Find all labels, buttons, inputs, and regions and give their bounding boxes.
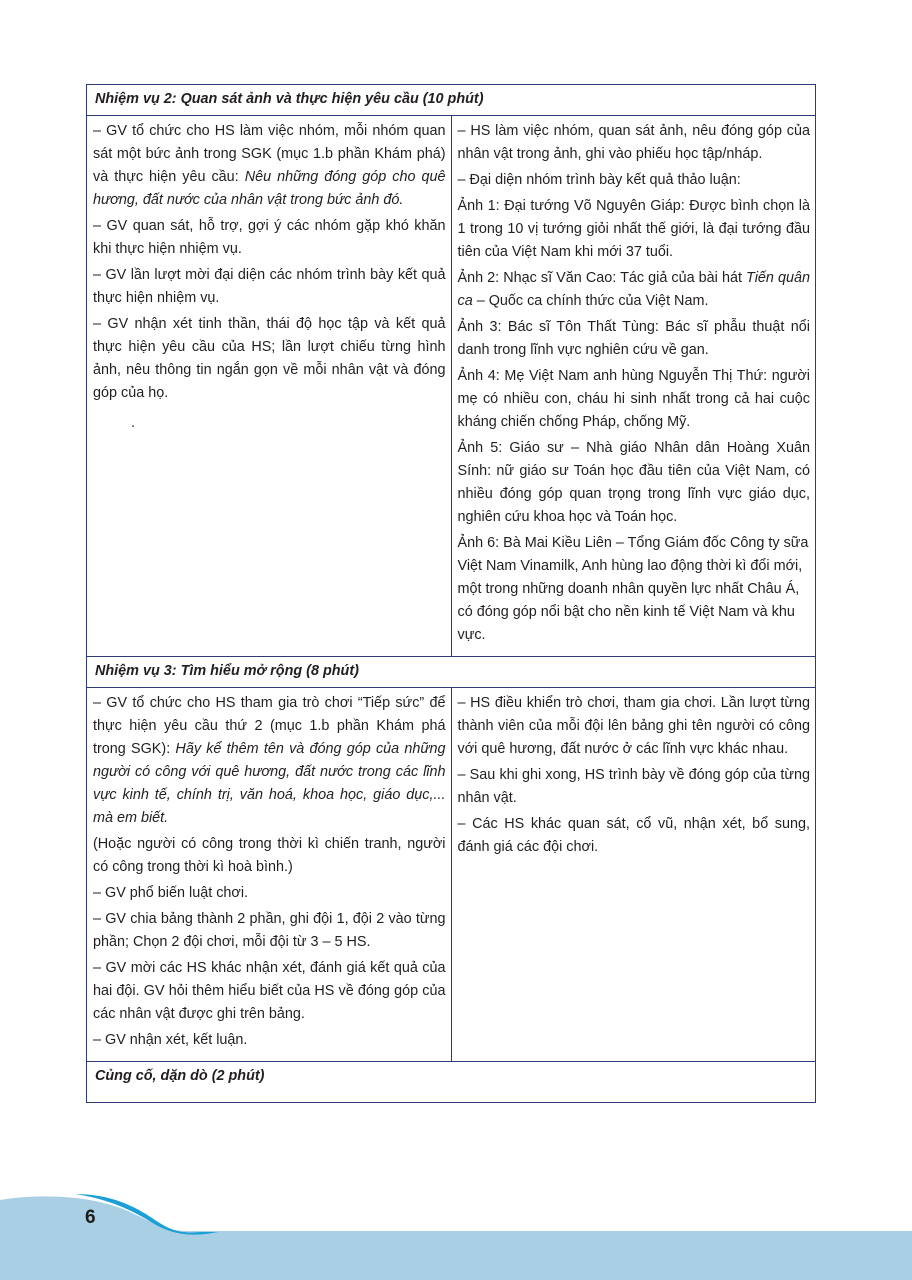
task3-teacher-para-6: – GV nhận xét, kết luận.: [93, 1032, 248, 1048]
task2-teacher-para-4: – GV nhận xét tinh thần, thái độ học tập và kết quả thực hiện yêu cầu của HS; lần lượt chiếu từng hình ảnh, nêu thông tin ngắn gọn về mỗi nhân vật và đóng góp của họ.: [93, 316, 446, 401]
footer-wave-decoration: [0, 1180, 912, 1280]
task3-teacher-cell: [87, 688, 452, 1062]
task3-heading-row: [87, 657, 816, 688]
wrapup-heading-row: [87, 1062, 816, 1103]
task2-content-row: [87, 116, 816, 657]
task3-student-para-3: – Các HS khác quan sát, cổ vũ, nhận xét, bổ sung, đánh giá các đội chơi.: [457, 816, 810, 855]
task2-teacher-para-1: – GV tổ chức cho HS làm việc nhóm, mỗi nhóm quan sát một bức ảnh trong SGK (mục 1.b phần Khám phá) và thực hiện yêu cầu: Nêu những đóng góp cho quê hương, đất nước của nhân vật trong bức ảnh đó.: [93, 123, 446, 208]
task3-teacher-para-2: (Hoặc người có công trong thời kì chiến tranh, người có công trong thời kì hoà bình.): [93, 836, 446, 875]
task2-student-para-6: Ảnh 4: Mẹ Việt Nam anh hùng Nguyễn Thị Thứ: người mẹ có nhiều con, cháu hi sinh nhất trong cả hai cuộc kháng chiến chống Pháp, chống Mỹ.: [457, 368, 810, 430]
task3-teacher-para-1: – GV tổ chức cho HS tham gia trò chơi “Tiếp sức” để thực hiện yêu cầu thứ 2 (mục 1.b phần Khám phá trong SGK): Hãy kể thêm tên và đóng góp của những người có công với quê hương, đất nước trong các lĩnh vực kinh tế, chính trị, văn hoá, khoa học, giáo dục,... mà em biết.: [93, 695, 446, 826]
task3-content-row: [87, 688, 816, 1062]
task2-student-para-3: Ảnh 1: Đại tướng Võ Nguyên Giáp: Được bình chọn là 1 trong 10 vị tướng giỏi nhất thế giới, là đại tướng đầu tiên của Việt Nam khi mới 37 tuổi.: [457, 198, 810, 260]
task3-teacher-para-5: – GV mời các HS khác nhận xét, đánh giá kết quả của hai đội. GV hỏi thêm hiểu biết của HS về đóng góp của các nhân vật được ghi trên bảng.: [93, 960, 446, 1022]
task2-heading-row: [87, 85, 816, 116]
page-number: 6: [85, 1207, 96, 1228]
task2-teacher-cell: [87, 116, 452, 657]
task3-heading: Nhiệm vụ 3: Tìm hiểu mở rộng (8 phút): [87, 657, 816, 688]
task2-student-para-1: – HS làm việc nhóm, quan sát ảnh, nêu đóng góp của nhân vật trong ảnh, ghi vào phiếu học tập/nháp.: [457, 123, 810, 162]
task2-student-para-2: – Đại diện nhóm trình bày kết quả thảo luận:: [457, 172, 741, 188]
task3-student-cell: [451, 688, 816, 1062]
task3-student-para-2: – Sau khi ghi xong, HS trình bày về đóng góp của từng nhân vật.: [457, 767, 810, 806]
wrapup-heading: Củng cố, dặn dò (2 phút): [87, 1062, 816, 1103]
task2-student-para-5: Ảnh 3: Bác sĩ Tôn Thất Tùng: Bác sĩ phẫu thuật nổi danh trong lĩnh vực nghiên cứu về gan.: [457, 319, 810, 358]
task2-teacher-para-2: – GV quan sát, hỗ trợ, gợi ý các nhóm gặp khó khăn khi thực hiện nhiệm vụ.: [93, 218, 446, 257]
task2-student-para-8: Ảnh 6: Bà Mai Kiều Liên – Tổng Giám đốc Công ty sữa Việt Nam Vinamilk, Anh hùng lao động thời kì đổi mới, một trong những doanh nhân quyền lực nhất Châu Á, có đóng góp nổi bật cho nền kinh tế Việt Nam và khu vực.: [457, 535, 809, 643]
lesson-activity-table: [86, 84, 816, 1103]
task2-teacher-para-3: – GV lần lượt mời đại diện các nhóm trình bày kết quả thực hiện nhiệm vụ.: [93, 267, 446, 306]
task3-teacher-para-3: – GV phổ biến luật chơi.: [93, 885, 249, 901]
task2-student-para-4: Ảnh 2: Nhạc sĩ Văn Cao: Tác giả của bài hát Tiến quân ca – Quốc ca chính thức của Việt Nam.: [457, 270, 810, 309]
task2-heading: Nhiệm vụ 2: Quan sát ảnh và thực hiện yêu cầu (10 phút): [87, 85, 816, 116]
task3-student-para-1: – HS điều khiển trò chơi, tham gia chơi. Lần lượt từng thành viên của mỗi đội lên bảng ghi tên người có công với quê hương, đất nước ở các lĩnh vực khác nhau.: [457, 695, 810, 757]
stray-dot: .: [131, 415, 135, 431]
task3-teacher-para-4: – GV chia bảng thành 2 phần, ghi đội 1, đội 2 vào từng phần; Chọn 2 đội chơi, mỗi đội từ 3 – 5 HS.: [93, 911, 446, 950]
task2-student-para-7: Ảnh 5: Giáo sư – Nhà giáo Nhân dân Hoàng Xuân Sính: nữ giáo sư Toán học đầu tiên của Việt Nam, có nhiều đóng góp quan trọng trong lĩnh vực giáo dục, nghiên cứu khoa học và Toán học.: [457, 440, 810, 525]
task2-student-cell: [451, 116, 816, 657]
